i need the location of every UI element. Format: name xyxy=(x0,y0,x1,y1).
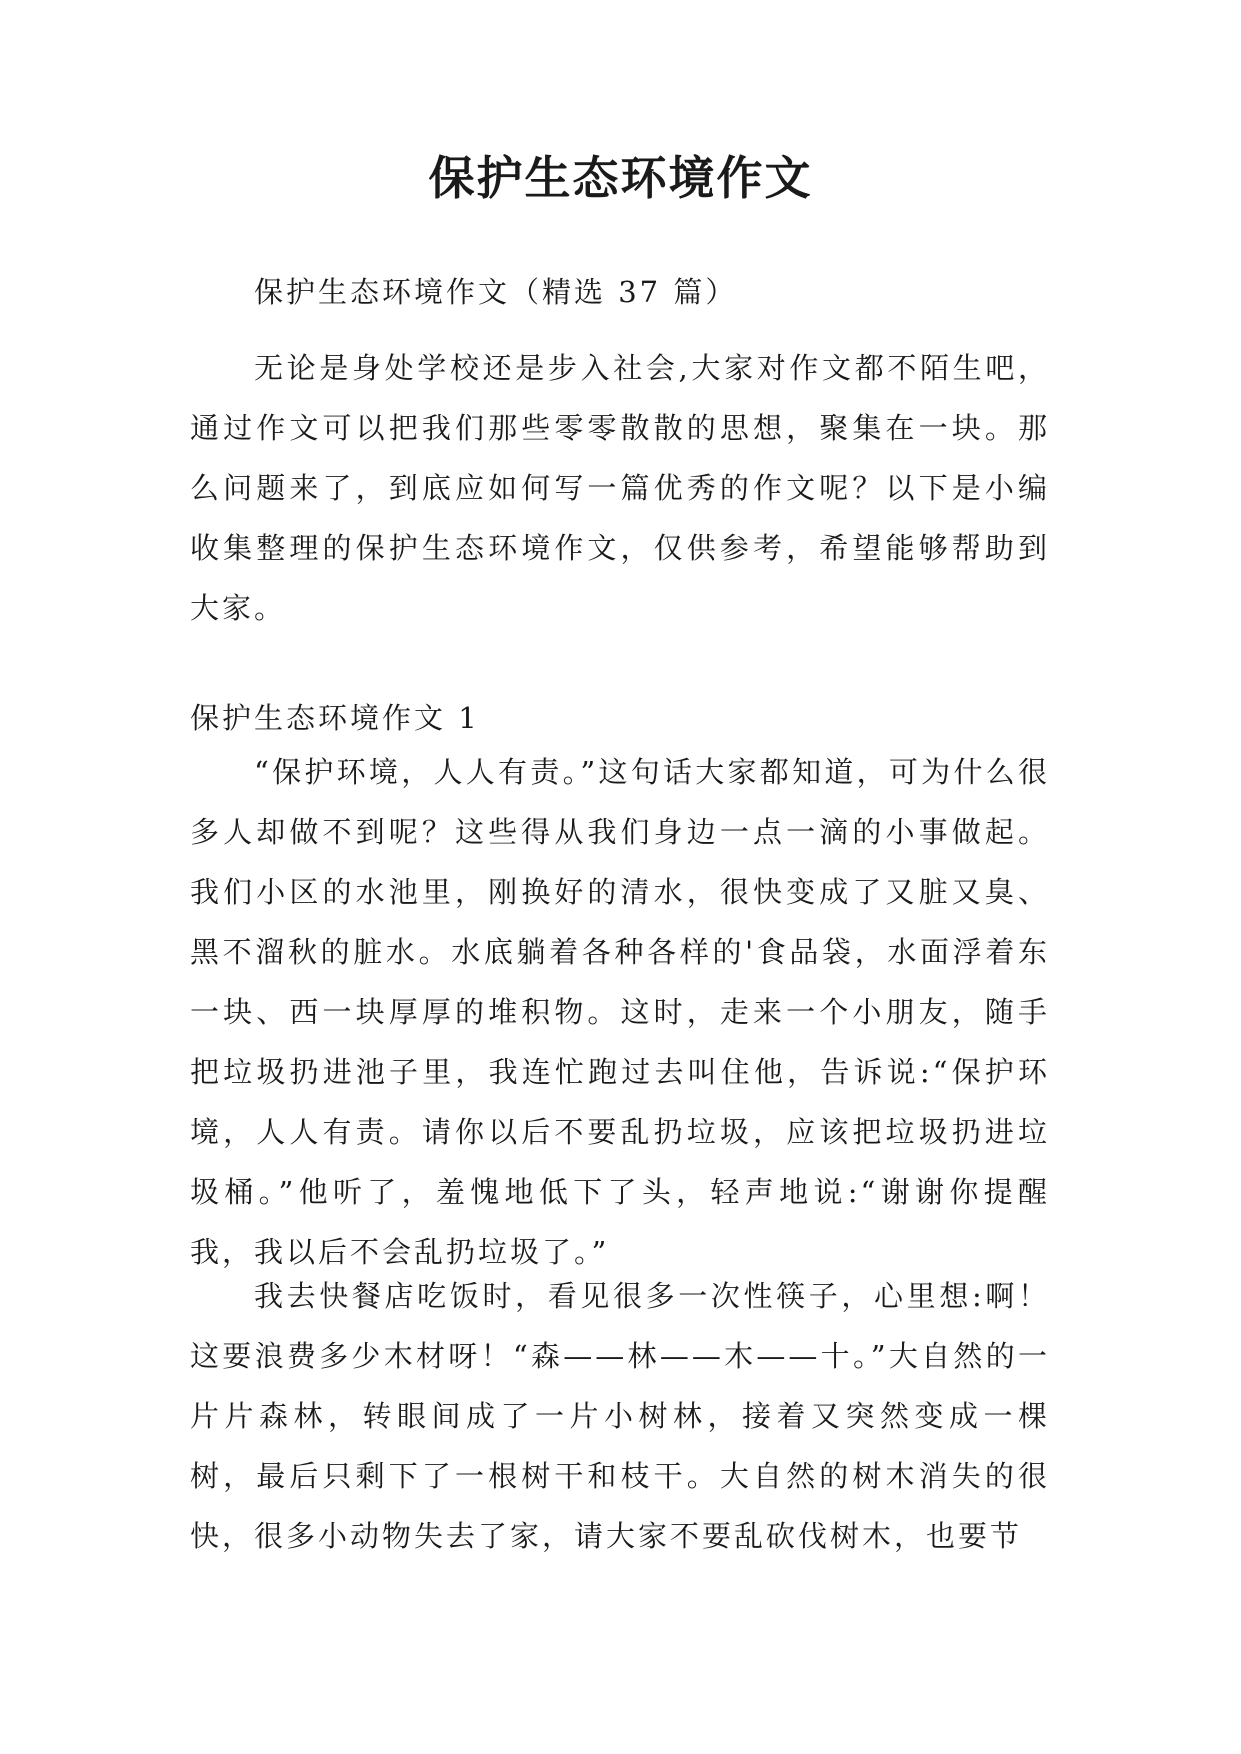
intro-paragraph: 无论是身处学校还是步入社会,大家对作文都不陌生吧，通过作文可以把我们那些零零散散的思想，聚集在一块。那么问题来了，到底应如何写一篇优秀的作文呢？以下是小编收集整理的保护生态环境作文，仅供参考，希望能够帮助到大家。 xyxy=(190,351,1050,625)
section-heading: 保护生态环境作文 1 xyxy=(190,701,480,735)
body-paragraph-1: “保护环境，人人有责。”这句话大家都知道，可为什么很多人却做不到呢？这些得从我们身边一点一滴的小事做起。 我们小区的水池里，刚换好的清水，很快变成了又脏又臭、黑不溜秋的脏水。水底躺着各种各样的'食品袋，水面浮着东一块、西一块厚厚的堆积物。这时，走来一个小朋友，随手把垃圾扔进池子里，我连忙跑过去叫住他，告诉说:“保护环境，人人有责。请你以后不要乱扔垃圾，应该把垃圾扔进垃圾桶。”他听了，羞愧地低下了头，轻声地说:“谢谢你提醒我，我以后不会乱扔垃圾了。” xyxy=(190,755,1050,1269)
document-subtitle: 保护生态环境作文（精选 37 篇） xyxy=(254,275,738,309)
body-paragraph-2: 我去快餐店吃饭时，看见很多一次性筷子，心里想:啊！这要浪费多少木材呀！“森——林——木——十。”大自然的一片片森林，转眼间成了一片小树林，接着又突然变成一棵树，最后只剩下了一根树干和枝干。大自然的树木消失的很快，很多小动物失去了家，请大家不要乱砍伐树木，也要节 xyxy=(190,1279,1050,1553)
document-title: 保护生态环境作文 xyxy=(428,151,813,205)
